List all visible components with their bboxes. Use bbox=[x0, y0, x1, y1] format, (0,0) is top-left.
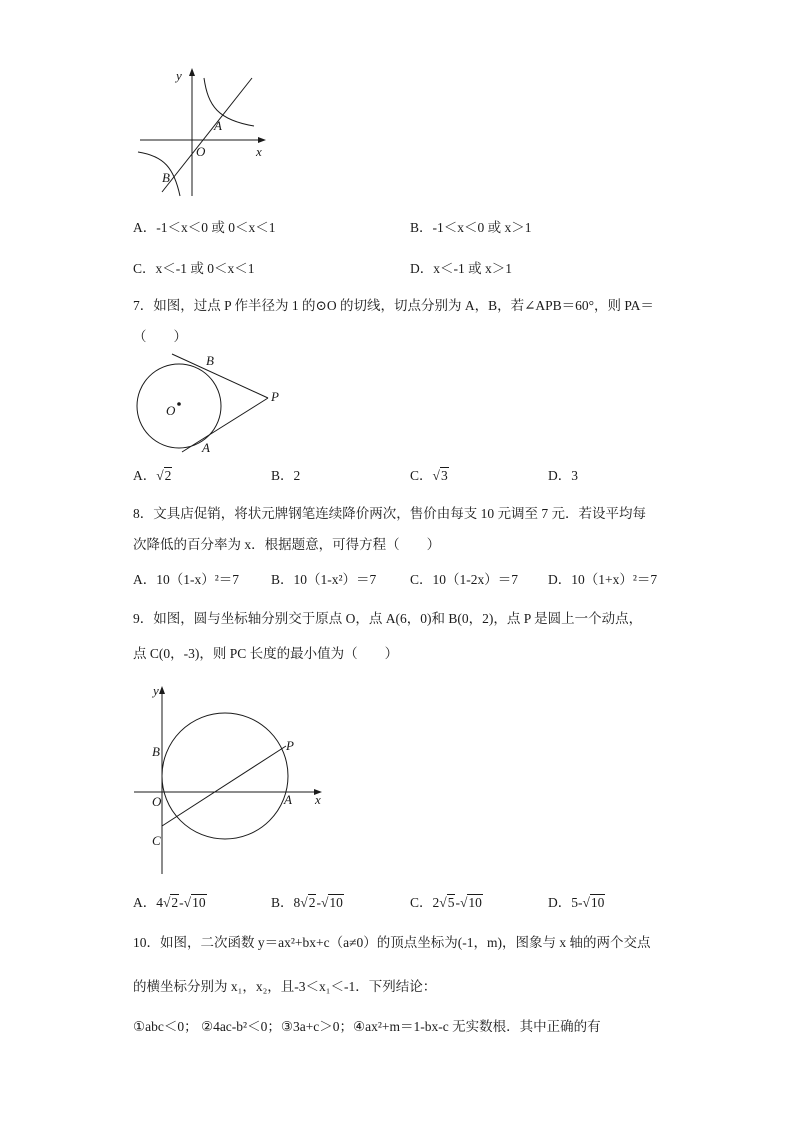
q9-option-c-radicand1: 5 bbox=[447, 895, 455, 910]
fig7-point-p: P bbox=[271, 389, 279, 404]
q9-option-a-sqrt1: √2 bbox=[163, 895, 179, 910]
q8-option-d-label: D． bbox=[548, 572, 572, 587]
fig6-point-a: A bbox=[214, 118, 222, 133]
q7-option-d[interactable] bbox=[548, 468, 578, 484]
q6-option-c-label: C． bbox=[133, 261, 156, 276]
q9-option-b-coef: 8 bbox=[293, 895, 301, 910]
q8-option-b-label: B． bbox=[271, 572, 294, 587]
fig9-point-a: A bbox=[284, 792, 292, 807]
q8-option-a-text: 10（1-x）²＝7 bbox=[156, 572, 240, 587]
q10-stem-line3: ①abc＜0； ②4ac-b²＜0；③3a+c＞0；④ax²+m＝1-bx-c 无实数根．其中正确的有 bbox=[133, 1019, 601, 1034]
q7-option-b[interactable] bbox=[271, 468, 300, 484]
q9-option-c-radicand2: 10 bbox=[468, 895, 482, 910]
q9-option-b-sqrt2: √10 bbox=[320, 895, 343, 910]
q9-option-c-sqrt1: √5 bbox=[439, 895, 455, 910]
q6-option-a-text: -1＜x＜0 或 0＜x＜1 bbox=[156, 220, 276, 235]
q6-option-d[interactable] bbox=[410, 261, 512, 277]
fig7-point-b: B bbox=[206, 353, 214, 368]
q6-option-d-label: D． bbox=[410, 261, 434, 276]
q9-option-d-coef: 5 bbox=[571, 895, 578, 910]
q7-option-a[interactable] bbox=[133, 468, 172, 484]
q9-option-c-label: C． bbox=[410, 895, 433, 910]
q9-option-b-radicand1: 2 bbox=[308, 895, 316, 910]
q7-figure bbox=[134, 350, 294, 460]
q9-option-b-radicand2: 10 bbox=[329, 895, 343, 910]
q7-stem-line2: （ ） bbox=[133, 329, 187, 344]
fig9-point-p: P bbox=[286, 738, 294, 753]
q6-option-c-text: x＜-1 或 0＜x＜1 bbox=[155, 261, 255, 276]
q7-option-a-label: A． bbox=[133, 468, 157, 483]
q7-option-a-sqrt: √2 bbox=[156, 468, 172, 483]
q9-option-b[interactable] bbox=[271, 895, 344, 911]
q7-option-c-radicand: 3 bbox=[440, 468, 448, 483]
q8-option-d[interactable] bbox=[548, 572, 657, 588]
q8-option-a[interactable] bbox=[133, 572, 239, 588]
q9-option-d-minus: - bbox=[578, 895, 583, 910]
q7-stem-line1: 7．如图，过点 P 作半径为 1 的⊙O 的切线，切点分别为 A，B，若∠APB＝60°，则 PA＝ bbox=[133, 298, 654, 313]
q6-option-d-text: x＜-1 或 x＞1 bbox=[433, 261, 512, 276]
q7-option-d-text: 3 bbox=[571, 468, 578, 483]
fig6-origin-label: O bbox=[196, 144, 206, 159]
q9-option-d[interactable] bbox=[548, 895, 605, 911]
q7-option-c-label: C． bbox=[410, 468, 433, 483]
q9-option-a-label: A． bbox=[133, 895, 157, 910]
q8-option-b-text: 10（1-x²）＝7 bbox=[293, 572, 377, 587]
q9-option-b-sqrt1: √2 bbox=[300, 895, 316, 910]
q6-option-b-label: B． bbox=[410, 220, 433, 235]
q9-option-d-radicand: 10 bbox=[590, 895, 605, 910]
fig6-x-label: x bbox=[256, 144, 262, 159]
q9-figure bbox=[134, 680, 344, 880]
q9-option-c-coef: 2 bbox=[432, 895, 440, 910]
q6-option-a-label: A． bbox=[133, 220, 157, 235]
q10-stem-line2: 的横坐标分别为 x₁，x₂，且-3＜x₁＜-1．下列结论： bbox=[133, 979, 437, 994]
q9-stem-line2: 点 C(0，-3)，则 PC 长度的最小值为（ ） bbox=[133, 646, 399, 661]
q7-option-a-radicand: 2 bbox=[164, 468, 172, 483]
q8-option-c[interactable] bbox=[410, 572, 518, 588]
q9-option-a-minus: - bbox=[179, 895, 184, 910]
q7-option-c-sqrt: √3 bbox=[432, 468, 448, 483]
q6-option-a[interactable] bbox=[133, 220, 276, 236]
q9-option-b-label: B． bbox=[271, 895, 294, 910]
q6-figure bbox=[134, 64, 274, 204]
fig9-x-label: x bbox=[315, 792, 321, 807]
q9-option-c[interactable] bbox=[410, 895, 483, 911]
q8-option-d-text: 10（1+x）²＝7 bbox=[571, 572, 658, 587]
q6-option-c[interactable] bbox=[133, 261, 255, 277]
q6-option-b[interactable] bbox=[410, 220, 532, 236]
fig6-point-b: B bbox=[162, 170, 170, 185]
fig7-point-o: O bbox=[166, 403, 176, 418]
q9-option-d-sqrt: √10 bbox=[582, 895, 605, 910]
q9-option-a-radicand2: 10 bbox=[192, 895, 206, 910]
q9-option-d-label: D． bbox=[548, 895, 572, 910]
q9-option-c-sqrt2: √10 bbox=[459, 895, 482, 910]
q7-option-b-label: B． bbox=[271, 468, 294, 483]
q7-option-b-text: 2 bbox=[293, 468, 301, 483]
fig9-point-c: C bbox=[152, 833, 161, 848]
fig9-y-label: y bbox=[153, 683, 159, 698]
q9-option-a-radicand1: 2 bbox=[171, 895, 179, 910]
q9-option-b-minus: - bbox=[316, 895, 321, 910]
q7-option-c[interactable] bbox=[410, 468, 449, 484]
q8-option-a-label: A． bbox=[133, 572, 157, 587]
q8-option-b[interactable] bbox=[271, 572, 376, 588]
q8-stem-line2: 次降低的百分率为 x．根据题意，可得方程（ ） bbox=[133, 537, 441, 552]
q10-stem-line1: 10．如图，二次函数 y＝ax²+bx+c（a≠0）的顶点坐标为(-1，m)，图象与 x 轴的两个交点 bbox=[133, 935, 651, 950]
q9-option-a-coef: 4 bbox=[156, 895, 163, 910]
q9-stem-line1: 9．如图，圆与坐标轴分别交于原点 O，点 A(6，0)和 B(0，2)，点 P 是圆上一个动点， bbox=[133, 611, 643, 626]
fig6-y-label: y bbox=[176, 68, 182, 83]
q8-option-c-text: 10（1-2x）＝7 bbox=[432, 572, 519, 587]
q9-option-c-minus: - bbox=[455, 895, 460, 910]
q8-option-c-label: C． bbox=[410, 572, 433, 587]
q6-option-b-text: -1＜x＜0 或 x＞1 bbox=[432, 220, 532, 235]
q9-option-a-sqrt2: √10 bbox=[183, 895, 206, 910]
q9-option-a[interactable] bbox=[133, 895, 207, 911]
fig7-point-a: A bbox=[202, 440, 210, 455]
fig9-point-o: O bbox=[152, 794, 162, 809]
fig9-point-b: B bbox=[152, 744, 160, 759]
q8-stem-line1: 8．文具店促销，将状元牌钢笔连续降价两次，售价由每支 10 元调至 7 元．若设平均每 bbox=[133, 506, 646, 521]
q7-option-d-label: D． bbox=[548, 468, 572, 483]
